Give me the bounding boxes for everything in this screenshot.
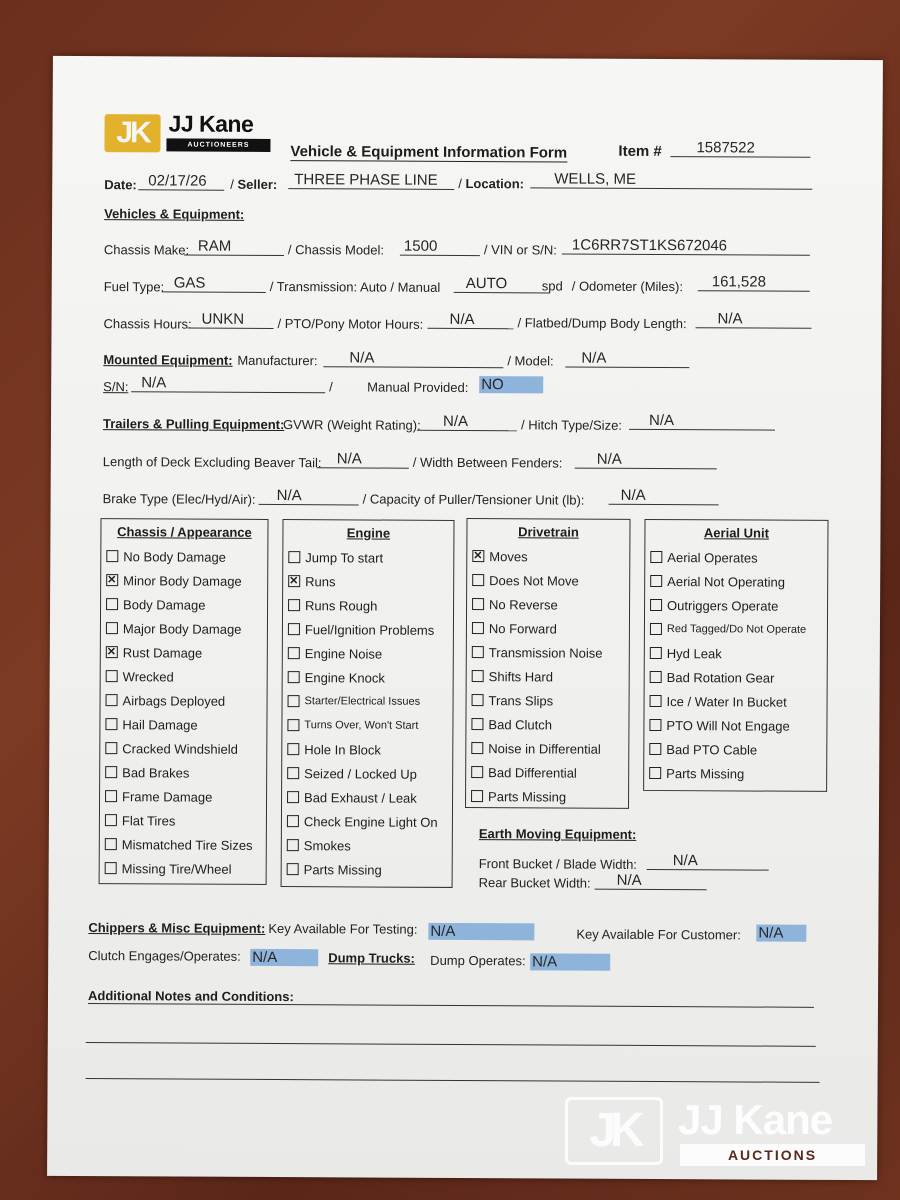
aerial-option-row[interactable]: [644, 737, 826, 762]
gvwr-label: GVWR (Weight Rating):: [282, 417, 421, 433]
rear-bucket-label: Rear Bucket Width:: [478, 875, 591, 891]
chassis-option-label: Body Damage: [123, 596, 206, 613]
aerial-option-label: PTO Will Not Engage: [666, 717, 790, 734]
chassis-option-row[interactable]: [100, 808, 266, 833]
drivetrain-checkbox[interactable]: [472, 646, 484, 658]
aerial-checkbox[interactable]: [650, 575, 662, 587]
engine-option-label: Engine Noise: [304, 645, 383, 662]
information-form-sheet: JK JJ Kane AUCTIONEERS Vehicle & Equipment Information Form Item # 1587522 Date: 02/17/26 / Seller: THREE PHASE LINE / Location: WELLS, ME Vehicles & Equipment: Chassis Make: RAM / Chassis Model: 1500 / VIN or S/N: 1C6RR7ST1KS672046 Fuel Type: GAS / Transmission: Auto / Manual AUTO spd / Odometer (Miles): 161,528 Chassis Hours: UNKN / PTO/Pony Motor Hours: N/A / Flatbed/Dump Body Length: N/A Mounted Equipment: Manufacturer: N/A / Model: N/A S/N: N/A / Manual Provided: NO Trailers & Pulling Equipment: GVWR (Weight Rating): N/A / Hitch Type/Size: N/A Length of Deck Excluding Beaver Tail: N/A / Width Between Fenders: N/A Brake Type (Elec/Hyd/Air): N/A / Capacity of Puller/Tensioner Unit (lb): N/A Chassis / Appearance No Body Damage ✕ Minor Body Damage Body Damage Major Body Damage ✕ Rust Damage Wrecked Airbags Deployed Hail Damage Cracked Windshield Bad Brakes Frame Damage Flat Tires Mismatched Tire Sizes Missing Tire/Wheel Engine Jump To start ✕ Runs Runs Rough Fuel/Ignition Problems Engine Noise Engine Knock Starter/Electrical Issues Turns Over, Won't Start Hole In Block Seized / Locked Up Bad Exhaust / Leak Check Engine Light On Smokes Parts Missing Drivetrain ✕ Moves Does Not Move No Reverse No Forward Transmission Noise Shifts Hard Trans Slips Bad Clutch Noise in Differential Bad Differential Parts Missing Aerial Unit Aerial Operates Aerial Not Operating Outriggers Operate Red Tagged/Do Not Operate Hyd Leak Bad Rotation Gear Ice / Water In Bucket PTO Will Not Engage Bad PTO Cable Parts Missing Earth Moving Equipment: Front Bucket / Blade Width: N/A Rear Bucket Width: N/A Chippers & Misc Equipment: Key Available For Testing: N/A Key Available For Customer: N/A Clutch Engages/Operates: N/A Dump Trucks: Dump Operates: N/A Additional Notes and Conditions:: [47, 56, 883, 1180]
engine-option-row[interactable]: [283, 569, 453, 594]
chassis-model-label: Chassis Model:: [295, 242, 385, 258]
chassis-option-label: Rust Damage: [122, 644, 203, 661]
aerial-checkbox[interactable]: [650, 599, 662, 611]
aerial-option-label: Aerial Operates: [667, 549, 758, 566]
engine-option-label: Smokes: [303, 837, 351, 853]
date-field[interactable]: 02/17/26: [138, 172, 224, 190]
drivetrain-option-row[interactable]: [467, 592, 629, 617]
trailers-heading: Trailers & Pulling Equipment:: [102, 416, 285, 433]
engine-option-label: Bad Exhaust / Leak: [304, 789, 417, 806]
drivetrain-option-row[interactable]: [467, 544, 629, 569]
chassis-option-label: Airbags Deployed: [122, 692, 226, 709]
engine-checkbox[interactable]: [287, 839, 299, 851]
engine-checkbox[interactable]: [287, 791, 299, 803]
drivetrain-option-row[interactable]: [467, 568, 629, 593]
drivetrain-option-label: No Reverse: [489, 596, 558, 612]
aerial-checkbox[interactable]: [650, 551, 662, 563]
engine-checkbox[interactable]: [287, 863, 299, 875]
drivetrain-checkbox[interactable]: [472, 574, 484, 586]
notes-line-3[interactable]: [86, 1078, 820, 1083]
seller-label: Seller:: [237, 176, 278, 193]
engine-option-label: Parts Missing: [303, 861, 382, 878]
engine-option-label: Runs: [305, 573, 336, 589]
engine-checkbox[interactable]: [288, 695, 300, 707]
odometer-field[interactable]: 161,528: [698, 273, 810, 292]
location-label: Location:: [465, 175, 525, 192]
vin-field[interactable]: 1C6RR7ST1KS672046: [562, 237, 810, 256]
drivetrain-option-row[interactable]: [466, 760, 628, 785]
model-field[interactable]: N/A: [565, 350, 689, 369]
drivetrain-option-label: Bad Differential: [488, 764, 577, 781]
front-bucket-field[interactable]: N/A: [647, 852, 769, 871]
aerial-option-label: Outriggers Operate: [667, 597, 779, 614]
engine-option-label: Runs Rough: [305, 597, 378, 614]
earth-moving-heading: Earth Moving Equipment:: [478, 826, 637, 842]
aerial-option-label: Hyd Leak: [666, 645, 722, 661]
chassis-hours-label: Chassis Hours:: [103, 316, 192, 332]
engine-option-row[interactable]: [282, 833, 452, 858]
chassis-option-row[interactable]: [100, 712, 266, 737]
aerial-option-row[interactable]: [645, 665, 827, 690]
chassis-checkbox[interactable]: [105, 718, 117, 730]
aerial-option-row[interactable]: [645, 689, 827, 714]
engine-option-row[interactable]: [283, 617, 453, 642]
aerial-checkbox[interactable]: [649, 743, 661, 755]
key-customer-label: Key Available For Customer:: [576, 926, 741, 943]
drivetrain-checkbox[interactable]: [472, 670, 484, 682]
engine-checkbox[interactable]: [287, 743, 299, 755]
engine-option-label: Engine Knock: [304, 669, 385, 686]
odometer-label: Odometer (Miles):: [578, 278, 684, 295]
aerial-option-label: Parts Missing: [666, 765, 745, 781]
drivetrain-checkbox[interactable]: [471, 718, 483, 730]
serial-number-label: S/N:: [103, 379, 129, 395]
engine-option-label: Hole In Block: [304, 741, 381, 758]
aerial-option-label: Bad PTO Cable: [666, 741, 758, 758]
engine-checkbox[interactable]: [287, 767, 299, 779]
jj-kane-logo-mark: JK: [104, 114, 160, 152]
aerial-option-label: Bad Rotation Gear: [666, 669, 775, 686]
engine-option-row[interactable]: [282, 857, 452, 882]
engine-panel: [281, 519, 455, 888]
manufacturer-field[interactable]: N/A: [323, 349, 503, 368]
aerial-unit-panel: [643, 519, 828, 792]
chassis-option-row[interactable]: [101, 664, 267, 689]
drivetrain-option-row[interactable]: [466, 784, 628, 809]
engine-option-row[interactable]: [283, 545, 453, 570]
aerial-checkbox[interactable]: [649, 767, 661, 779]
drivetrain-option-label: Transmission Noise: [488, 644, 603, 661]
chassis-option-label: No Body Damage: [123, 548, 226, 565]
drivetrain-option-label: Shifts Hard: [488, 668, 554, 684]
chassis-option-label: Hail Damage: [122, 716, 198, 733]
mounted-equipment-heading: Mounted Equipment:: [103, 352, 233, 368]
chassis-option-label: Major Body Damage: [122, 620, 242, 637]
chassis-checkbox[interactable]: [106, 598, 118, 610]
jj-kane-logo-name: JJ Kane: [168, 110, 254, 137]
gvwr-field[interactable]: N/A: [417, 413, 517, 432]
key-customer-field[interactable]: N/A: [756, 925, 806, 942]
chassis-checkbox[interactable]: [105, 742, 117, 754]
clutch-field[interactable]: N/A: [250, 949, 318, 966]
engine-option-row[interactable]: [282, 809, 452, 834]
chassis-option-label: Bad Brakes: [122, 764, 190, 781]
engine-checkbox[interactable]: [287, 719, 299, 731]
brake-type-label: Brake Type (Elec/Hyd/Air):: [102, 491, 256, 507]
chassis-hours-field[interactable]: UNKN: [188, 311, 274, 329]
notes-line-2[interactable]: [86, 1042, 816, 1047]
hitch-label: Hitch Type/Size:: [528, 417, 622, 433]
drivetrain-option-row[interactable]: [467, 640, 629, 665]
drivetrain-option-label: No Forward: [488, 620, 557, 636]
engine-checkbox[interactable]: [288, 647, 300, 659]
manufacturer-label: Manufacturer:: [237, 352, 318, 369]
aerial-option-row[interactable]: [644, 761, 826, 786]
hitch-field[interactable]: N/A: [629, 412, 775, 431]
transmission-label: Transmission: Auto / Manual: [276, 279, 441, 295]
pto-hours-label: PTO/Pony Motor Hours:: [284, 316, 424, 332]
chassis-checkbox[interactable]: [105, 862, 117, 874]
aerial-option-row[interactable]: [645, 593, 827, 618]
chassis-option-label: Frame Damage: [122, 788, 213, 805]
aerial-unit-title: Aerial Unit: [703, 525, 769, 541]
fuel-type-field[interactable]: GAS: [162, 274, 266, 293]
drivetrain-checkbox[interactable]: [472, 694, 484, 706]
chassis-appearance-panel: [99, 518, 269, 885]
chassis-checkbox[interactable]: [106, 550, 118, 562]
chassis-option-row[interactable]: [100, 736, 266, 761]
key-testing-field[interactable]: N/A: [428, 923, 534, 941]
engine-option-label: Check Engine Light On: [303, 813, 438, 830]
engine-checkbox[interactable]: [288, 671, 300, 683]
engine-option-row[interactable]: [283, 641, 453, 666]
chassis-checkbox[interactable]: [105, 790, 117, 802]
item-number-label: Item #: [618, 142, 662, 161]
chassis-option-row[interactable]: [100, 832, 266, 857]
engine-option-row[interactable]: [282, 785, 452, 810]
drivetrain-checkbox[interactable]: [472, 622, 484, 634]
chassis-option-row[interactable]: [100, 784, 266, 809]
engine-checkbox[interactable]: [287, 815, 299, 827]
watermark-name: JJ Kane: [678, 1096, 833, 1143]
engine-option-label: Starter/Electrical Issues: [304, 695, 421, 708]
serial-number-field[interactable]: N/A: [131, 374, 325, 393]
seller-field[interactable]: THREE PHASE LINE: [288, 171, 454, 190]
chippers-heading: Chippers & Misc Equipment:: [88, 920, 266, 936]
engine-title: Engine: [346, 525, 391, 541]
engine-option-label: Jump To start: [305, 549, 384, 566]
chassis-model-field[interactable]: 1500: [400, 238, 480, 256]
chassis-checkbox[interactable]: [105, 766, 117, 778]
aerial-option-row[interactable]: [645, 641, 827, 666]
aerial-option-row[interactable]: [645, 569, 827, 594]
drivetrain-option-row[interactable]: [467, 688, 629, 713]
drivetrain-option-row[interactable]: [466, 712, 628, 737]
form-title: Vehicle & Equipment Information Form: [290, 143, 568, 162]
fender-width-label: Width Between Fenders:: [420, 454, 563, 471]
chassis-option-label: Wrecked: [122, 668, 174, 684]
drivetrain-option-label: Trans Slips: [488, 692, 554, 708]
engine-checkbox[interactable]: [288, 623, 300, 635]
engine-option-row[interactable]: [283, 665, 453, 690]
additional-notes-heading: Additional Notes and Conditions:: [88, 988, 814, 1008]
aerial-option-label: Red Tagged/Do Not Operate: [666, 623, 807, 636]
speed-label: spd: [541, 278, 563, 294]
drivetrain-option-label: Parts Missing: [488, 788, 567, 805]
engine-option-row[interactable]: [282, 713, 452, 738]
fender-width-field[interactable]: N/A: [575, 451, 717, 470]
model-label: Model:: [514, 353, 554, 369]
chassis-checkbox[interactable]: [106, 670, 118, 682]
chassis-checkbox[interactable]: [106, 574, 118, 586]
chassis-checkbox[interactable]: [106, 622, 118, 634]
chassis-option-row[interactable]: [100, 856, 266, 881]
aerial-option-label: Ice / Water In Bucket: [666, 693, 787, 710]
rear-bucket-field[interactable]: N/A: [595, 872, 707, 891]
chassis-option-label: Cracked Windshield: [122, 740, 238, 757]
chassis-option-row[interactable]: [101, 544, 267, 569]
transmission-field[interactable]: AUTO: [454, 275, 550, 294]
engine-checkbox[interactable]: [288, 599, 300, 611]
chassis-checkbox[interactable]: [106, 694, 118, 706]
aerial-checkbox[interactable]: [650, 623, 662, 635]
chassis-make-field[interactable]: RAM: [184, 238, 284, 257]
drivetrain-checkbox[interactable]: [471, 766, 483, 778]
aerial-option-row[interactable]: [644, 713, 826, 738]
aerial-option-label: Aerial Not Operating: [667, 573, 786, 590]
manual-provided-field[interactable]: NO: [479, 376, 543, 393]
engine-checkbox[interactable]: [288, 575, 300, 587]
chassis-option-row[interactable]: [101, 688, 267, 713]
pto-hours-field[interactable]: N/A: [428, 311, 514, 329]
vehicles-equipment-heading: Vehicles & Equipment:: [104, 206, 245, 222]
vin-label: VIN or S/N:: [491, 242, 557, 258]
location-field[interactable]: WELLS, ME: [530, 170, 812, 189]
chassis-make-label: Chassis Make:: [103, 242, 190, 258]
watermark-logo-mark: JK: [565, 1097, 663, 1165]
aerial-option-row[interactable]: [645, 617, 827, 642]
chassis-option-row[interactable]: [100, 760, 266, 785]
aerial-checkbox[interactable]: [650, 647, 662, 659]
chassis-option-label: Minor Body Damage: [123, 572, 242, 589]
chassis-option-row[interactable]: [101, 616, 267, 641]
engine-option-row[interactable]: [283, 593, 453, 618]
brake-type-field[interactable]: N/A: [259, 487, 359, 506]
engine-option-label: Turns Over, Won't Start: [304, 719, 419, 732]
capacity-field[interactable]: N/A: [609, 487, 719, 506]
drivetrain-option-row[interactable]: [466, 736, 628, 761]
drivetrain-option-label: Does Not Move: [489, 572, 579, 589]
capacity-label: Capacity of Puller/Tensioner Unit (lb):: [369, 491, 585, 508]
drivetrain-checkbox[interactable]: [471, 742, 483, 754]
drivetrain-option-row[interactable]: [467, 664, 629, 689]
key-testing-label: Key Available For Testing:: [268, 920, 418, 937]
chassis-option-label: Mismatched Tire Sizes: [121, 836, 253, 853]
deck-length-label: Length of Deck Excluding Beaver Tail:: [102, 454, 322, 471]
drivetrain-option-label: Moves: [489, 548, 528, 564]
engine-option-label: Fuel/Ignition Problems: [304, 621, 435, 638]
dump-trucks-heading: Dump Trucks:: [328, 950, 415, 966]
chassis-checkbox[interactable]: [106, 646, 118, 658]
engine-option-row[interactable]: [282, 689, 452, 714]
watermark-tagline: AUCTIONS: [680, 1144, 865, 1166]
chassis-option-row[interactable]: [101, 640, 267, 665]
date-label: Date:: [104, 177, 137, 193]
front-bucket-label: Front Bucket / Blade Width:: [478, 856, 637, 872]
chassis-option-row[interactable]: [101, 592, 267, 617]
dump-operates-label: Dump Operates:: [430, 952, 526, 969]
chassis-option-row[interactable]: [101, 568, 267, 593]
drivetrain-option-label: Bad Clutch: [488, 716, 553, 732]
drivetrain-checkbox[interactable]: [472, 550, 484, 562]
drivetrain-option-label: Noise in Differential: [488, 740, 601, 757]
item-number-field[interactable]: 1587522: [670, 139, 810, 158]
aerial-checkbox[interactable]: [649, 719, 661, 731]
manual-provided-label: Manual Provided:: [367, 379, 469, 396]
aerial-checkbox[interactable]: [650, 671, 662, 683]
jj-kane-logo-tagline: AUCTIONEERS: [166, 138, 270, 152]
engine-option-row[interactable]: [282, 737, 452, 762]
engine-option-row[interactable]: [282, 761, 452, 786]
fuel-type-label: Fuel Type:: [103, 279, 165, 295]
drivetrain-checkbox[interactable]: [472, 598, 484, 610]
dump-operates-field[interactable]: N/A: [530, 953, 610, 970]
engine-option-label: Seized / Locked Up: [304, 765, 417, 782]
deck-length-field[interactable]: N/A: [317, 450, 409, 468]
engine-checkbox[interactable]: [288, 551, 300, 563]
chassis-checkbox[interactable]: [105, 814, 117, 826]
flatbed-length-field[interactable]: N/A: [696, 310, 812, 329]
chassis-option-label: Missing Tire/Wheel: [121, 860, 232, 877]
clutch-label: Clutch Engages/Operates:: [88, 948, 241, 964]
drivetrain-option-row[interactable]: [467, 616, 629, 641]
aerial-checkbox[interactable]: [650, 695, 662, 707]
drivetrain-title: Drivetrain: [518, 524, 579, 540]
chassis-appearance-title: Chassis / Appearance: [117, 524, 252, 540]
drivetrain-checkbox[interactable]: [471, 790, 483, 802]
chassis-checkbox[interactable]: [105, 838, 117, 850]
chassis-option-label: Flat Tires: [121, 812, 176, 828]
flatbed-length-label: Flatbed/Dump Body Length:: [524, 315, 687, 332]
aerial-option-row[interactable]: [645, 545, 827, 570]
drivetrain-panel: [465, 518, 631, 809]
